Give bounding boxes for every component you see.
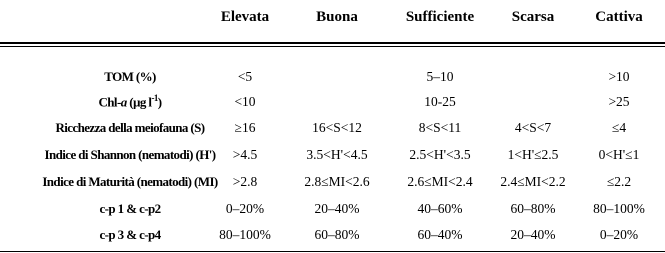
row-label-cp3-cp4: c-p 3 & c-p4 (99, 227, 161, 242)
row-label-ricchezza: Ricchezza della meiofauna (S) (55, 120, 205, 135)
row-label-shannon: Indice di Shannon (nematodi) (H') (44, 147, 216, 162)
header-cattiva: Cattiva (595, 9, 643, 25)
cell-maturita-buona: 2.8≤MI<2.6 (304, 174, 370, 189)
row-label-chla-post: (µg l (126, 94, 152, 110)
header-sufficiente: Sufficiente (405, 9, 475, 25)
row-label-chla-italic: a (120, 94, 127, 110)
cell-maturita-cattiva: ≤2.2 (606, 174, 632, 189)
cell-ricchezza-sufficiente: 8<S<11 (418, 120, 462, 135)
cell-ricchezza-elevata: ≥16 (234, 120, 256, 135)
table-bottom-rule (0, 251, 665, 252)
cell-shannon-scarsa: 1<H'≤2.5 (507, 147, 559, 162)
cell-cp34-elevata: 80–100% (219, 227, 271, 242)
header-rule-top (0, 42, 665, 44)
cell-tom-elevata: <5 (237, 69, 253, 84)
cell-maturita-sufficiente: 2.6≤MI<2.4 (407, 174, 473, 189)
cell-shannon-cattiva: 0<H'≤1 (598, 147, 640, 162)
cell-cp12-elevata: 0–20% (225, 201, 265, 216)
cell-ricchezza-scarsa: 4<S<7 (514, 120, 552, 135)
cell-tom-sufficiente: 5–10 (426, 69, 454, 84)
header-scarsa: Scarsa (511, 9, 555, 25)
cell-chla-elevata: <10 (234, 94, 256, 109)
cell-cp12-scarsa: 60–80% (510, 201, 556, 216)
header-rule-bottom (0, 46, 665, 47)
cell-cp12-sufficiente: 40–60% (417, 201, 463, 216)
cell-ricchezza-cattiva: ≤4 (611, 120, 627, 135)
cell-cp34-cattiva: 0–20% (599, 227, 639, 242)
cell-cp34-sufficiente: 60–40% (417, 227, 463, 242)
cell-tom-cattiva: >10 (608, 69, 630, 84)
cell-cp34-scarsa: 20–40% (510, 227, 556, 242)
row-label-chla-pre: Chl- (98, 94, 121, 110)
cell-ricchezza-buona: 16<S<12 (312, 120, 362, 135)
cell-maturita-scarsa: 2.4≤MI<2.2 (500, 174, 566, 189)
header-buona: Buona (316, 9, 358, 25)
cell-cp12-buona: 20–40% (314, 201, 360, 216)
row-label-chla-sup: -1 (151, 93, 158, 103)
cell-shannon-sufficiente: 2.5<H'<3.5 (409, 147, 471, 162)
row-label-chla-end: ) (157, 94, 162, 110)
row-label-maturita: Indice di Maturità (nematodi) (MI) (42, 174, 218, 189)
row-label-tom: TOM (%) (104, 69, 156, 84)
cell-chla-sufficiente: 10-25 (424, 94, 456, 109)
cell-chla-cattiva: >25 (608, 94, 630, 109)
row-label-cp1-cp2: c-p 1 & c-p2 (99, 201, 161, 216)
cell-cp12-cattiva: 80–100% (593, 201, 645, 216)
cell-cp34-buona: 60–80% (314, 227, 360, 242)
cell-maturita-elevata: >2.8 (232, 174, 258, 189)
header-elevata: Elevata (220, 9, 270, 25)
cell-shannon-elevata: >4.5 (232, 147, 258, 162)
cell-shannon-buona: 3.5<H'<4.5 (306, 147, 368, 162)
